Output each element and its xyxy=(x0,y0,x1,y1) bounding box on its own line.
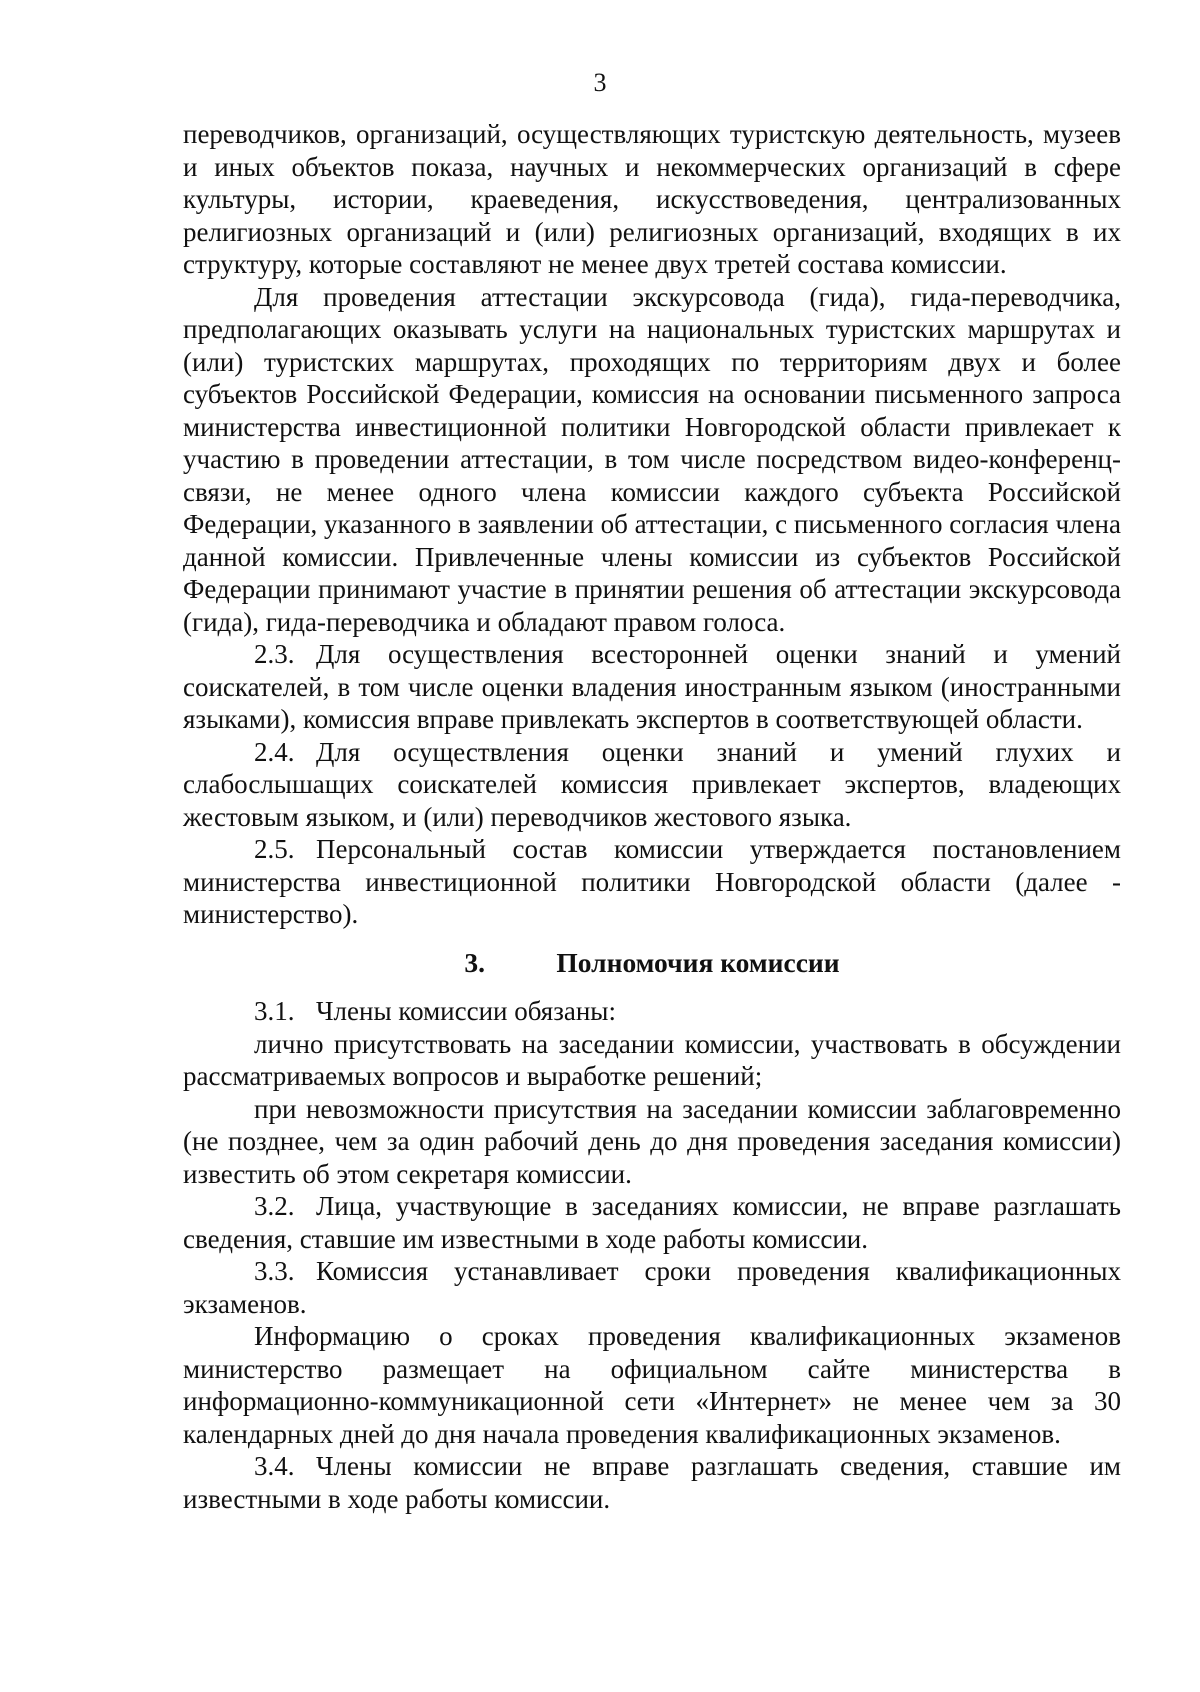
paragraph-text: переводчиков, организаций, осуществляющих туристскую деятельность, музеев и иных объектов показа, научных и некоммерческих организаций в сфере культуры, истории, краеведения, искусствоведения, централизованных религиозных организаций и (или) религиозных организаций, входящих в их структуру, которые составляют не менее двух третей состава комиссии. xyxy=(183,119,1121,279)
paragraph-number: 3.2. xyxy=(254,1191,295,1221)
section-number: 3. xyxy=(464,946,486,978)
paragraph-text: Для осуществления оценки знаний и умений глухих и слабослышащих соискателей комиссия привлекает экспертов, владеющих жестовым языком, и (или) переводчиков жестового языка. xyxy=(183,736,1121,832)
paragraph-interregional-attestation xyxy=(183,281,1121,639)
paragraph-text: Комиссия устанавливает сроки проведения квалификационных экзаменов. xyxy=(183,1256,1121,1319)
paragraph-text: Для осуществления всесторонней оценки знаний и умений соискателей, в том числе оценки владения иностранным языком (иностранными языками), комиссия вправе привлекать экспертов в соответствующей области. xyxy=(183,639,1121,734)
paragraph-number: 2.5. xyxy=(254,834,295,864)
paragraph-text: Лица, участвующие в заседаниях комиссии, не вправе разглашать сведения, ставшие им известными в ходе работы комиссии. xyxy=(183,1191,1121,1254)
section-title: Полномочия комиссии xyxy=(556,946,840,978)
paragraph-text: Персональный состав комиссии утверждается постановлением министерства инвестиционной политики Новгородской области (далее - министерство). xyxy=(183,834,1121,929)
paragraph-duty-attend xyxy=(183,1028,1121,1093)
paragraph-text: при невозможности присутствия на заседании комиссии заблаговременно (не позднее, чем за один рабочий день до дня проведения заседания комиссии) известить об этом секретаря комиссии. xyxy=(183,1093,1121,1189)
paragraph-3-3 xyxy=(183,1255,1121,1320)
paragraph-text: Члены комиссии обязаны: xyxy=(316,996,616,1026)
paragraph-2-3 xyxy=(183,638,1121,736)
paragraph-number: 3.4. xyxy=(254,1451,295,1481)
paragraph-exam-info xyxy=(183,1320,1121,1450)
paragraph-number: 2.4. xyxy=(254,736,295,767)
paragraph-number: 3.1. xyxy=(254,996,295,1026)
section-heading xyxy=(183,947,1121,980)
paragraph-duty-notify xyxy=(183,1093,1121,1191)
paragraph-text: Информацию о сроках проведения квалификационных экзаменов министерство размещает на официальном сайте министерства в информационно-коммуникационной сети «Интернет» не менее чем за 30 календарных дней до дня начала проведения квалификационных экзаменов. xyxy=(183,1321,1121,1449)
paragraph-continuation xyxy=(183,118,1121,281)
document-body xyxy=(183,118,1121,1515)
paragraph-2-4 xyxy=(183,736,1121,834)
paragraph-text: лично присутствовать на заседании комиссии, участвовать в обсуждении рассматриваемых вопросов и выработке решений; xyxy=(183,1028,1121,1091)
paragraph-3-1 xyxy=(183,995,1121,1028)
paragraph-text: Члены комиссии не вправе разглашать сведения, ставшие им известными в ходе работы комиссии. xyxy=(183,1451,1121,1514)
paragraph-3-2 xyxy=(183,1190,1121,1255)
paragraph-number: 2.3. xyxy=(254,639,295,669)
paragraph-3-4 xyxy=(183,1450,1121,1515)
paragraph-number: 3.3. xyxy=(254,1256,295,1286)
page-number: 3 xyxy=(593,68,607,97)
paragraph-text: Для проведения аттестации экскурсовода (гида), гида-переводчика, предполагающих оказывать услуги на национальных туристских маршрутах и (или) туристских маршрутах, проходящих по территориям двух и более субъектов Российской Федерации, комиссия на основании письменного запроса министерства инвестиционной политики Новгородской области привлекает к участию в проведении аттестации, в том числе посредством видео-конференц-связи, не менее одного члена комиссии каждого субъекта Российской Федерации, указанного в заявлении об аттестации, с письменного согласия члена данной комиссии. Привлеченные члены комиссии из субъектов Российской Федерации принимают участие в принятии решения об аттестации экскурсовода (гида), гида-переводчика и обладают правом голоса. xyxy=(183,281,1121,637)
paragraph-2-5 xyxy=(183,833,1121,931)
